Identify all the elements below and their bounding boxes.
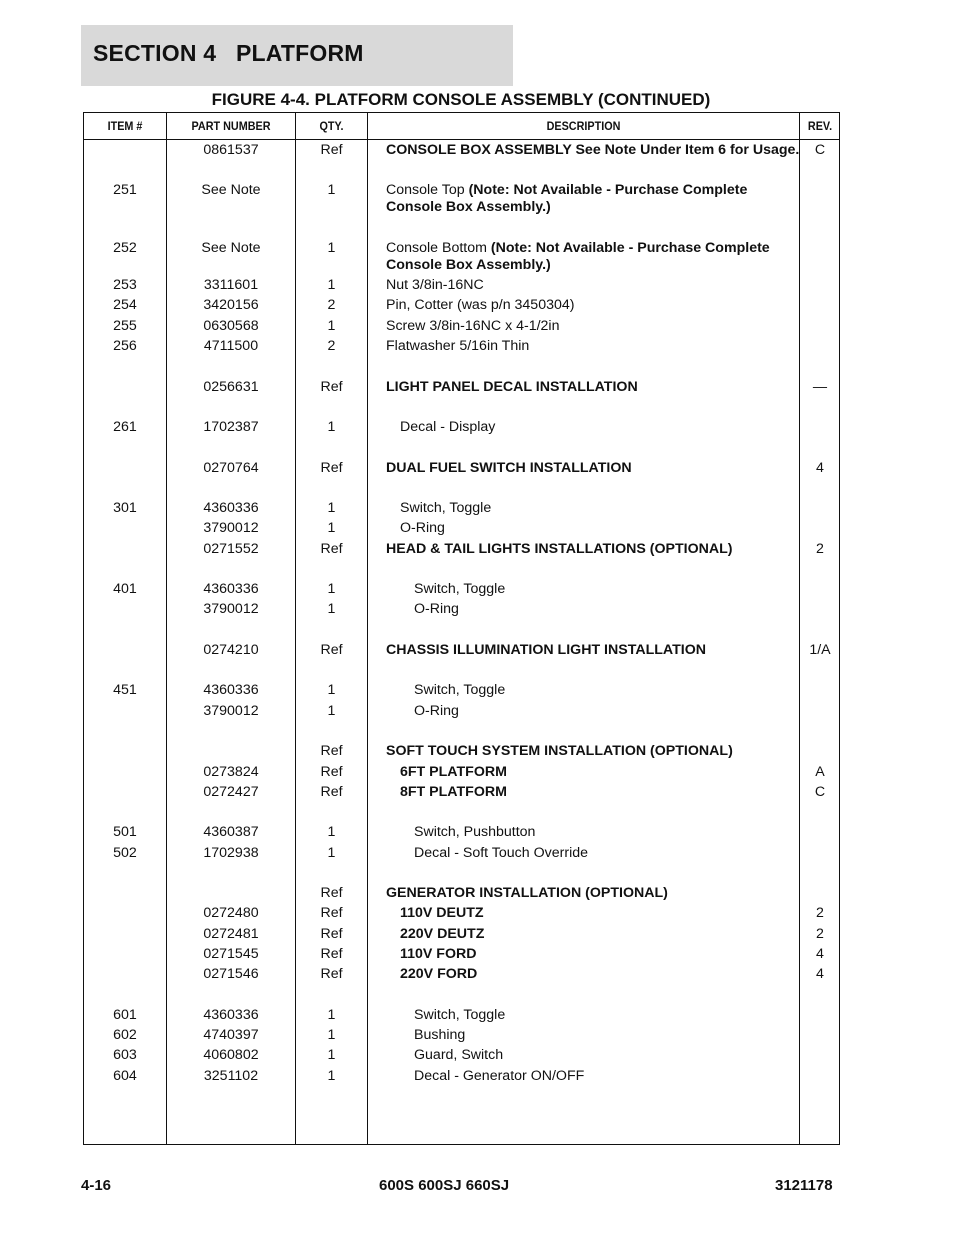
item-number: 604: [113, 1068, 137, 1084]
quantity: Ref: [320, 946, 343, 962]
header-part-number: PART NUMBER: [191, 119, 271, 133]
description: Screw 3/8in-16NC x 4-1/2in: [386, 318, 560, 334]
revision: C: [814, 784, 826, 800]
description: Guard, Switch: [414, 1047, 504, 1063]
revision: 4: [816, 460, 824, 476]
quantity: 1: [327, 682, 336, 698]
quantity: 1: [327, 277, 336, 293]
part-number: 1702938: [203, 845, 259, 861]
revision: —: [812, 379, 828, 395]
part-number: 4060802: [203, 1047, 259, 1063]
description: LIGHT PANEL DECAL INSTALLATION: [386, 379, 638, 395]
quantity: 2: [327, 297, 336, 313]
description: Switch, Toggle: [414, 1007, 506, 1023]
description-note: (Note: Not Available - Purchase Complete Console Box Assembly.): [386, 182, 748, 215]
description: 220V DEUTZ: [400, 926, 485, 942]
revision: C: [814, 142, 826, 158]
quantity: 1: [327, 500, 336, 516]
header-item: ITEM #: [107, 119, 143, 133]
description: 220V FORD: [400, 966, 478, 982]
revision: 4: [816, 946, 824, 962]
description: 8FT PLATFORM: [400, 784, 507, 800]
quantity: 1: [327, 1047, 336, 1063]
description: DUAL FUEL SWITCH INSTALLATION: [386, 460, 632, 476]
part-number: 0272427: [203, 784, 259, 800]
description: GENERATOR INSTALLATION (OPTIONAL): [386, 885, 668, 901]
description: SOFT TOUCH SYSTEM INSTALLATION (OPTIONAL): [386, 743, 733, 759]
item-number: 256: [113, 338, 137, 354]
description: 110V DEUTZ: [400, 905, 484, 921]
description: Decal - Soft Touch Override: [414, 845, 589, 861]
item-number: 501: [113, 824, 137, 840]
revision: 2: [816, 905, 824, 921]
quantity: 1: [327, 1027, 336, 1043]
part-number: 4360336: [203, 581, 259, 597]
quantity: Ref: [320, 905, 343, 921]
quantity: 1: [327, 581, 336, 597]
quantity: Ref: [320, 784, 343, 800]
quantity: 1: [327, 240, 336, 256]
part-number: 0271545: [203, 946, 259, 962]
part-number: See Note: [201, 182, 261, 198]
quantity: Ref: [320, 460, 343, 476]
description: O-Ring: [400, 520, 445, 536]
part-number: 0630568: [203, 318, 259, 334]
part-number: 0272481: [203, 926, 259, 942]
quantity: 1: [327, 824, 336, 840]
quantity: 1: [327, 1068, 336, 1084]
description: Pin, Cotter (was p/n 3450304): [386, 297, 575, 313]
part-number: 3311601: [203, 277, 259, 293]
part-number: 4740397: [203, 1027, 259, 1043]
quantity: 1: [327, 601, 336, 617]
parts-table: [83, 112, 840, 1145]
document-number: 3121178: [775, 1177, 833, 1194]
part-number: 3790012: [203, 601, 259, 617]
quantity: 1: [327, 1007, 336, 1023]
column-divider: [367, 113, 368, 1144]
part-number: 0256631: [203, 379, 259, 395]
item-number: 253: [113, 277, 137, 293]
revision: 4: [816, 966, 824, 982]
item-number: 451: [113, 682, 137, 698]
item-number: 251: [113, 182, 137, 198]
item-number: 601: [113, 1007, 137, 1023]
quantity: 1: [327, 703, 336, 719]
quantity: Ref: [320, 541, 343, 557]
quantity: Ref: [320, 885, 343, 901]
header-qty: QTY.: [319, 119, 344, 133]
description: Switch, Toggle: [414, 581, 506, 597]
item-number: 502: [113, 845, 137, 861]
description: Decal - Generator ON/OFF: [414, 1068, 585, 1084]
description: Decal - Display: [400, 419, 496, 435]
header-description: DESCRIPTION: [546, 119, 621, 133]
part-number: 1702387: [203, 419, 259, 435]
description: 110V FORD: [400, 946, 477, 962]
part-number: 4360336: [203, 500, 259, 516]
part-number: 0272480: [203, 905, 259, 921]
header-rev: REV.: [807, 119, 833, 133]
part-number: 3790012: [203, 520, 259, 536]
revision: 2: [816, 541, 824, 557]
quantity: 1: [327, 419, 336, 435]
description: Switch, Pushbutton: [414, 824, 536, 840]
part-number: 0271552: [203, 541, 259, 557]
part-number: 3251102: [203, 1068, 259, 1084]
quantity: 1: [327, 520, 336, 536]
description: CONSOLE BOX ASSEMBLY See Note Under Item 6 for Usage.: [386, 142, 800, 158]
revision: A: [815, 764, 825, 780]
page-number: 4-16: [81, 1177, 112, 1194]
column-divider: [166, 113, 167, 1144]
item-number: 261: [113, 419, 137, 435]
part-number: See Note: [201, 240, 261, 256]
quantity: Ref: [320, 379, 343, 395]
description-note: (Note: Not Available - Purchase Complete Console Box Assembly.): [386, 240, 770, 273]
description: Switch, Toggle: [414, 682, 506, 698]
section-header: [81, 25, 513, 86]
description: Nut 3/8in-16NC: [386, 277, 484, 293]
part-number: 3420156: [203, 297, 259, 313]
item-number: 401: [113, 581, 137, 597]
revision: 1/A: [809, 642, 831, 658]
description: O-Ring: [414, 703, 459, 719]
description: Console Bottom (Note: Not Available - Purchase Complete Console Box Assembly.): [386, 240, 770, 273]
description: CHASSIS ILLUMINATION LIGHT INSTALLATION: [386, 642, 706, 658]
description: Bushing: [414, 1027, 466, 1043]
quantity: Ref: [320, 764, 343, 780]
part-number: 4711500: [203, 338, 259, 354]
header-divider: [84, 139, 839, 140]
part-number: 3790012: [203, 703, 259, 719]
item-number: 255: [113, 318, 137, 334]
model-numbers: 600S 600SJ 660SJ: [379, 1177, 510, 1194]
part-number: 4360336: [203, 1007, 259, 1023]
description: Switch, Toggle: [400, 500, 492, 516]
quantity: 2: [327, 338, 336, 354]
item-number: 603: [113, 1047, 137, 1063]
quantity: 1: [327, 182, 336, 198]
quantity: Ref: [320, 142, 343, 158]
part-number: 4360336: [203, 682, 259, 698]
part-number: 0861537: [203, 142, 259, 158]
item-number: 254: [113, 297, 137, 313]
part-number: 0271546: [203, 966, 259, 982]
section-title: SECTION 4 PLATFORM: [93, 40, 364, 66]
figure-title: FIGURE 4-4. PLATFORM CONSOLE ASSEMBLY (CONTINUED): [211, 90, 711, 109]
quantity: Ref: [320, 966, 343, 982]
item-number: 252: [113, 240, 137, 256]
part-number: 0274210: [203, 642, 259, 658]
quantity: Ref: [320, 926, 343, 942]
quantity: 1: [327, 845, 336, 861]
quantity: 1: [327, 318, 336, 334]
description: HEAD & TAIL LIGHTS INSTALLATIONS (OPTIONAL): [386, 541, 733, 557]
part-number: 0270764: [203, 460, 259, 476]
column-divider: [295, 113, 296, 1144]
description: Flatwasher 5/16in Thin: [386, 338, 530, 354]
item-number: 301: [113, 500, 137, 516]
description: Console Top (Note: Not Available - Purchase Complete Console Box Assembly.): [386, 182, 748, 215]
quantity: Ref: [320, 642, 343, 658]
description: O-Ring: [414, 601, 459, 617]
description: 6FT PLATFORM: [400, 764, 507, 780]
item-number: 602: [113, 1027, 137, 1043]
quantity: Ref: [320, 743, 343, 759]
revision: 2: [816, 926, 824, 942]
part-number: 4360387: [203, 824, 259, 840]
part-number: 0273824: [203, 764, 259, 780]
